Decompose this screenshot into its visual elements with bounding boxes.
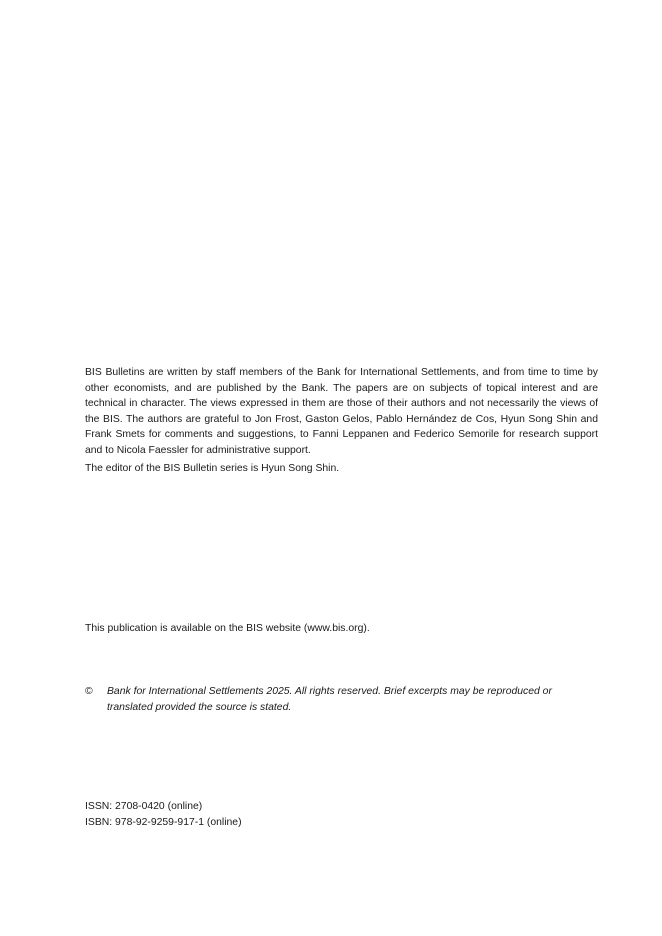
copyright-text: Bank for International Settlements 2025. All rights reserved. Brief excerpts may be reproduced or translated provided the source is stated. [107,686,552,713]
publication-identifiers [85,799,598,830]
copyright-symbol: © [85,686,93,697]
availability-statement: This publication is available on the BIS website (www.bis.org). [85,623,370,634]
issn-line: ISSN: 2708-0420 (online) [85,801,203,812]
acknowledgements-paragraph: BIS Bulletins are written by staff members of the Bank for International Settlements, and from time to time by other economists, and are published by the Bank. The papers are on subjects of topical interest and are technical in character. The views expressed in them are those of their authors and not necessarily the views of the BIS. The authors are grateful to Jon Frost, Gaston Gelos, Pablo Hernández de Cos, Hyun Song Shin and Frank Smets for comments and suggestions, to Fanni Leppanen and Federico Semorile for research support and to Nicola Faessler for administrative support. [85,367,598,456]
isbn-line: ISBN: 978-92-9259-917-1 (online) [85,816,242,828]
acknowledgements-section [85,365,598,459]
editor-statement: The editor of the BIS Bulletin series is Hyun Song Shin. [85,463,340,474]
copyright-notice [85,684,598,715]
